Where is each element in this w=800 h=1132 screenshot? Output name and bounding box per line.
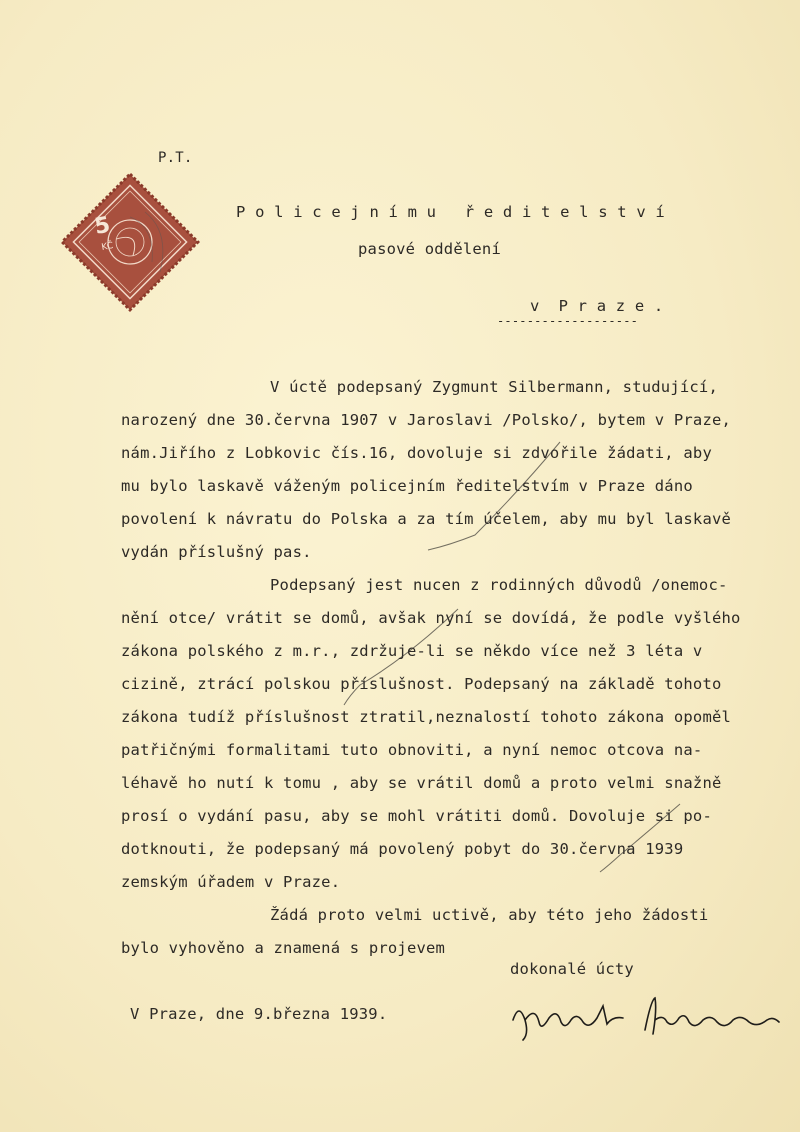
stamp-value: 5 bbox=[92, 212, 113, 240]
body-line: nění otce/ vrátit se domů, avšak nyní se dovídá, že podle vyšlého bbox=[121, 609, 741, 627]
salutation: P.T. bbox=[158, 150, 193, 166]
closing: dokonalé úcty bbox=[510, 960, 634, 978]
body-line: V úctě podepsaný Zygmunt Silbermann, studující, bbox=[270, 378, 718, 396]
body-line: Žádá proto velmi uctivě, aby této jeho žádosti bbox=[270, 906, 709, 924]
signature bbox=[505, 990, 785, 1050]
body-line: Podepsaný jest nucen z rodinných důvodů /onemoc- bbox=[270, 576, 728, 594]
body-line: nám.Jiřího z Lobkovic čís.16, dovoluje si zdvořile žádati, aby bbox=[121, 444, 712, 462]
body-line: zákona polského z m.r., zdržuje-li se někdo více než 3 léta v bbox=[121, 642, 703, 660]
body-line: prosí o vydání pasu, aby se mohl vrátiti domů. Dovoluje si po- bbox=[121, 807, 712, 825]
city: v P r a z e . bbox=[530, 297, 664, 315]
body-line: vydán příslušný pas. bbox=[121, 543, 312, 561]
body-line: léhavě ho nutí k tomu , aby se vrátil domů a proto velmi snažně bbox=[121, 774, 722, 792]
revenue-stamp bbox=[60, 172, 200, 312]
body-line: bylo vyhověno a znamená s projevem bbox=[121, 939, 446, 957]
body-line: narozený dne 30.června 1907 v Jaroslavi /Polsko/, bytem v Praze, bbox=[121, 411, 732, 429]
place-date: V Praze, dne 9.března 1939. bbox=[130, 1005, 388, 1023]
body-line: dotknouti, že podepsaný má povolený pobyt do 30.června 1939 bbox=[121, 840, 684, 858]
addressee: P o l i c e j n í m u ř e d i t e l s t v í bbox=[236, 203, 665, 221]
body-line: cizině, ztrácí polskou příslušnost. Podepsaný na základě tohoto bbox=[121, 675, 722, 693]
city-underline: ------------------- bbox=[497, 314, 639, 328]
body-line: zemským úřadem v Praze. bbox=[121, 873, 341, 891]
body-line: patřičnými formalitami tuto obnoviti, a nyní nemoc otcova na- bbox=[121, 741, 703, 759]
body-line: zákona tudíž příslušnost ztratil,neznalostí tohoto zákona opoměl bbox=[121, 708, 732, 726]
body-line: mu bylo laskavě váženým policejním ředitelstvím v Praze dáno bbox=[121, 477, 693, 495]
stamp-currency: KČ bbox=[100, 241, 115, 253]
department: pasové oddělení bbox=[358, 240, 501, 258]
body-line: povolení k návratu do Polska a za tím účelem, aby mu byl laskavě bbox=[121, 510, 732, 528]
